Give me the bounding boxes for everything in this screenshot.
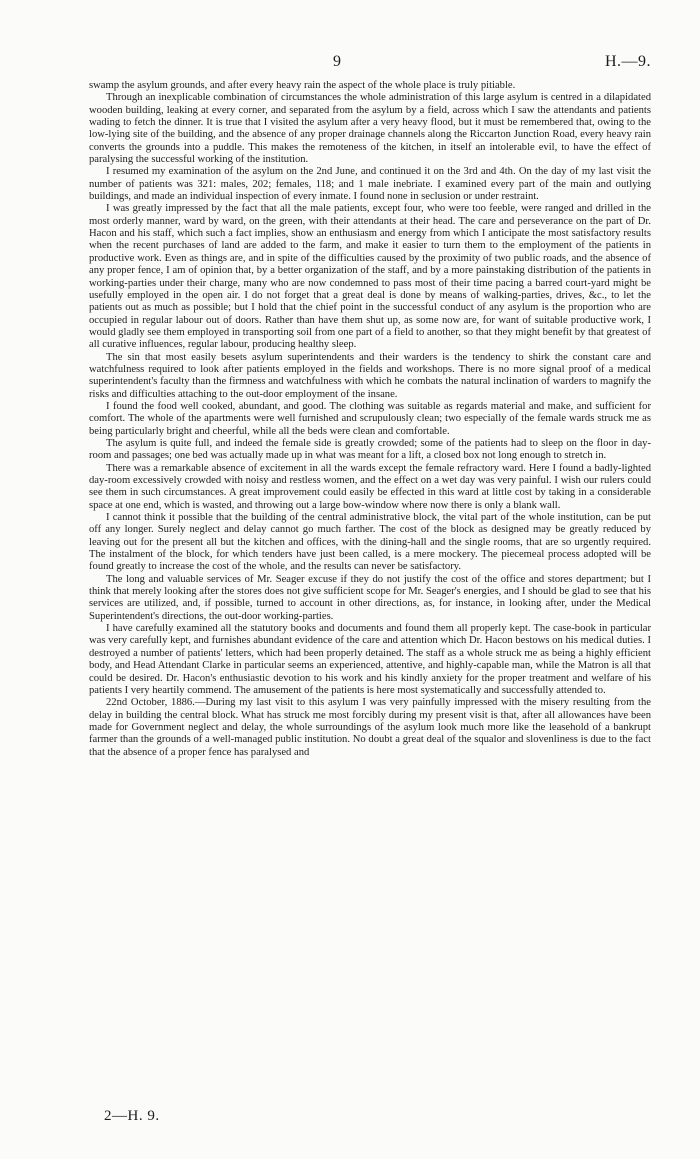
paragraph: The long and valuable services of Mr. Seager excuse if they do not justify the cost of the office and stores department; but I think that merely looking after the stores does not give sufficient scope for Mr. Seager's energies, and I should be glad to see that his services are utilized, and, if possible, turned to account in other directions, as, for instance, in looking after, under the Medical Superintendent's directions, the out-door working-parties. [89,573,651,622]
body-text [89,80,651,759]
document-reference: H.—9. [604,53,651,70]
paragraph: The sin that most easily besets asylum superintendents and their warders is the tendency to shirk the constant care and watchfulness required to look after patients employed in the fields and workshops. There is no more signal proof of a medical superintendent's faculty than the firmness and watchfulness with which he combats the natural inclination of warders to magnify the risks and difficulties attaching to the out-door employment of the insane. [89,351,651,400]
paragraph: I have carefully examined all the statutory books and documents and found them all properly kept. The case-book in particular was very carefully kept, and furnishes abundant evidence of the care and attention which Dr. Hacon bestows on his medical duties. I destroyed a number of patients' letters, which had been properly detained. The staff as a whole struck me as being a highly efficient body, and Head Attendant Clarke in particular seems an experienced, attentive, and highly-capable man, while the Matron is all that could be desired. Dr. Hacon's enthusiastic devotion to his work and his kindly anxiety for the proper treatment and welfare of his patients I very heartily commend. The amusement of the patients is here most systematically and successfully attended to. [89,623,651,696]
paragraph: There was a remarkable absence of excitement in all the wards except the female refractory ward. Here I found a badly-lighted day-room excessively crowded with noisy and restless women, and the effect on a wet day was very painful. I wish our rulers could see them in such circumstances. A great improvement could easily be effected in this ward at little cost by taking in a considerable space at one end, which is wasted, and throwing out a large bow-window where now there is only a blank wall. [89,462,651,511]
paragraph: I was greatly impressed by the fact that all the male patients, except four, who were too feeble, were ranged and drilled in the most orderly manner, ward by ward, on the green, with their attendants at their head. The care and perseverance on the part of Dr. Hacon and his staff, which such a fact implies, show an enthusiasm and energy from which I anticipate the most satisfactory results when the recent purchases of land are added to the farm, and make it easier to turn them to the employment of the patients in productive work. Even as things are, and in spite of the difficulties caused by the proximity of two public roads, and the absence of any proper fence, I am of opinion that, by a better organization of the staff, and by a more painstaking distribution of the patients in working-parties under their charge, many who are now condemned to pass most of their time pacing a barred court-yard might be usefully employed in the open air. I do not forget that a great deal is done by means of walking-parties, drives, &c., to let the patients out as much as possible; but I hold that the chief point in the successful conduct of any asylum is the proportion who are occupied in regular labour out of doors. Rather than have them shut up, as some now are, for want of suitable productive work, I would gladly see them employed in transporting soil from one part of a field to another, so that they might benefit by that greatest of all curative influences, regular labour, producing healthy sleep. [89,203,651,351]
paragraph: swamp the asylum grounds, and after every heavy rain the aspect of the whole place is truly pitiable. [89,80,516,91]
paragraph: 22nd October, 1886.—During my last visit to this asylum I was very painfully impressed with the misery resulting from the delay in building the central block. What has struck me most forcibly during my present visit is that, after all allowances have been made for Government neglect and delay, the whole surroundings of the asylum look much more like the leasehold of a bankrupt farmer than the grounds of a well-managed public institution. No doubt a great deal of the squalor and slovenliness is due to the fact that the absence of a proper fence has paralysed and [89,697,651,758]
paragraph: Through an inexplicable combination of circumstances the whole administration of this large asylum is centred in a dilapidated wooden building, leaking at every corner, and separated from the asylum by a field, across which I saw the attendants and patients wading to fetch the dinner. It is true that I visited the asylum after a very heavy flood, but it must be remembered that, owing to the low-lying site of the building, and the absence of any proper drainage channels along the Riccarton Junction Road, every heavy rain converts the grounds into a puddle. This makes the remoteness of the kitchen, in itself an intolerable evil, to have the effect of paralysing the successful working of the institution. [89,92,651,166]
signature-mark: 2—H. 9. [104,1108,160,1124]
paragraph: I found the food well cooked, abundant, and good. The clothing was suitable as regards material and make, and sufficient for comfort. The whole of the apartments were well furnished and scrupulously clean; two especially of the female wards struck me as being particularly bright and cheerful, while all the beds were clean and comfortable. [89,400,651,437]
page-number: 9 [333,53,341,70]
paragraph: I resumed my examination of the asylum on the 2nd June, and continued it on the 3rd and 4th. On the day of my last visit the number of patients was 321: males, 202; females, 118; and 1 male inebriate. I examined every part of the main and outlying buildings, and made an individual inspection of every inmate. I found none in seclusion or under restraint. [89,166,651,203]
paragraph: The asylum is quite full, and indeed the female side is greatly crowded; some of the patients had to sleep on the floor in day-room and passages; one bed was actually made up in what was meant for a lift, a closed box not long enough to stretch in. [89,437,651,462]
page-header [0,53,700,73]
paragraph: I cannot think it possible that the building of the central administrative block, the vital part of the whole institution, can be put off any longer. Surely neglect and delay cannot go much farther. The cost of the block as designed may be greatly reduced by leaving out for the present all but the kitchen and offices, with the dining-hall and the single rooms, that are so urgently required. The instalment of the block, for which tenders have just been called, is a mere mockery. The piecemeal process adopted will be found greatly to increase the cost of the whole, and the results can never be satisfactory. [89,512,651,573]
